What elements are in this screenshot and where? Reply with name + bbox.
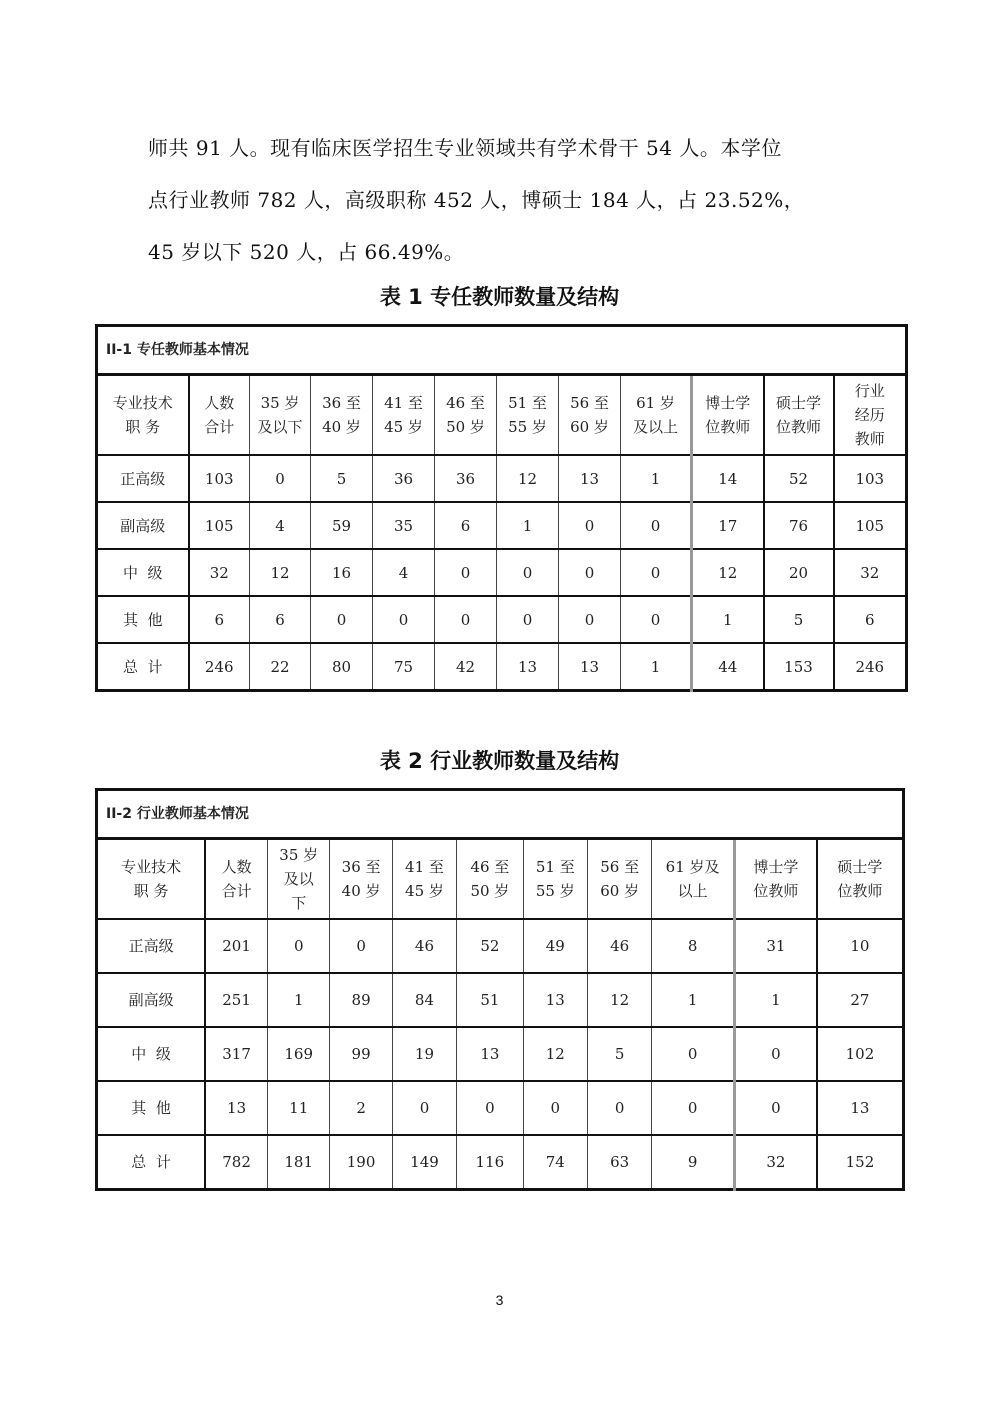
- table-cell: 6: [189, 596, 250, 643]
- table-cell: 0: [734, 1027, 817, 1081]
- table-cell: 0: [523, 1081, 587, 1135]
- table-cell: 0: [373, 596, 435, 643]
- table-cell: 5: [311, 455, 373, 502]
- column-header: 35 岁 及以 下: [268, 839, 330, 920]
- column-header: 人数 合计: [189, 375, 250, 456]
- table-cell: 63: [587, 1135, 651, 1190]
- table-cell: 11: [268, 1081, 330, 1135]
- table-cell: 0: [457, 1081, 523, 1135]
- table-cell: 9: [652, 1135, 735, 1190]
- table-caption-row: [97, 790, 904, 839]
- table-cell: 6: [834, 596, 907, 643]
- table-cell: 1: [621, 643, 692, 691]
- table-cell: 1: [652, 973, 735, 1027]
- column-header: 61 岁 及以上: [621, 375, 692, 456]
- table-cell: 32: [189, 549, 250, 596]
- column-header: 41 至 45 岁: [373, 375, 435, 456]
- table-cell: 0: [250, 455, 311, 502]
- table-cell: 27: [817, 973, 904, 1027]
- table-row: [97, 919, 904, 973]
- table-cell: 6: [435, 502, 497, 549]
- table-cell: 17: [692, 502, 764, 549]
- table-cell: 13: [817, 1081, 904, 1135]
- table-cell: 0: [621, 502, 692, 549]
- table-cell: 190: [330, 1135, 392, 1190]
- table-cell: 44: [692, 643, 764, 691]
- table-cell: 0: [435, 596, 497, 643]
- table-cell: 59: [311, 502, 373, 549]
- row-label: 总 计: [97, 1135, 206, 1190]
- table-cell: 99: [330, 1027, 392, 1081]
- table-header-row: [97, 375, 907, 456]
- table-cell: 0: [559, 549, 621, 596]
- table-cell: 5: [764, 596, 834, 643]
- table-cell: 102: [817, 1027, 904, 1081]
- row-label: 其 他: [97, 596, 189, 643]
- table-cell: 0: [621, 596, 692, 643]
- paragraph-line: 师共 91 人。现有临床医学招生专业领域共有学术骨干 54 人。本学位: [148, 136, 782, 160]
- table-cell: 0: [652, 1081, 735, 1135]
- table-cell: 153: [764, 643, 834, 691]
- table-row: [97, 1081, 904, 1135]
- column-header: 博士学 位教师: [692, 375, 764, 456]
- table-cell: 152: [817, 1135, 904, 1190]
- column-header: 专业技术 职 务: [97, 375, 189, 456]
- row-label: 其 他: [97, 1081, 206, 1135]
- table-cell: 1: [497, 502, 559, 549]
- table-cell: 201: [205, 919, 267, 973]
- table-row: [97, 596, 907, 643]
- body-paragraph: [148, 122, 868, 278]
- column-header: 61 岁及 以上: [652, 839, 735, 920]
- table-cell: 0: [497, 549, 559, 596]
- column-header: 35 岁 及以下: [250, 375, 311, 456]
- column-header: 人数 合计: [205, 839, 267, 920]
- column-header: 行业 经历 教师: [834, 375, 907, 456]
- table-cell: 14: [692, 455, 764, 502]
- table-cell: 0: [268, 919, 330, 973]
- table-cell: 116: [457, 1135, 523, 1190]
- paragraph-line: 45 岁以下 520 人，占 66.49%。: [148, 240, 465, 264]
- table-cell: 13: [205, 1081, 267, 1135]
- table-caption: II-2 行业教师基本情况: [97, 790, 904, 839]
- table-row: [97, 1135, 904, 1190]
- table-cell: 782: [205, 1135, 267, 1190]
- table-cell: 0: [559, 502, 621, 549]
- row-label: 副高级: [97, 502, 189, 549]
- table-cell: 251: [205, 973, 267, 1027]
- row-label: 正高级: [97, 919, 206, 973]
- column-header: 硕士学 位教师: [764, 375, 834, 456]
- table-cell: 10: [817, 919, 904, 973]
- row-label: 中 级: [97, 549, 189, 596]
- table-cell: 1: [692, 596, 764, 643]
- table-cell: 246: [834, 643, 907, 691]
- table-cell: 49: [523, 919, 587, 973]
- table-cell: 4: [250, 502, 311, 549]
- table-cell: 13: [559, 455, 621, 502]
- table-cell: 13: [559, 643, 621, 691]
- table2: [95, 788, 905, 1191]
- table-cell: 0: [392, 1081, 456, 1135]
- row-label: 总 计: [97, 643, 189, 691]
- table-cell: 13: [497, 643, 559, 691]
- table-cell: 0: [330, 919, 392, 973]
- column-header: 硕士学 位教师: [817, 839, 904, 920]
- table-cell: 35: [373, 502, 435, 549]
- column-header: 56 至 60 岁: [559, 375, 621, 456]
- table-cell: 31: [734, 919, 817, 973]
- table-row: [97, 1027, 904, 1081]
- table-row: [97, 973, 904, 1027]
- table-cell: 52: [764, 455, 834, 502]
- column-header: 41 至 45 岁: [392, 839, 456, 920]
- column-header: 56 至 60 岁: [587, 839, 651, 920]
- table-cell: 1: [621, 455, 692, 502]
- table-cell: 103: [834, 455, 907, 502]
- table-caption-row: [97, 326, 907, 375]
- table-cell: 1: [734, 973, 817, 1027]
- table-cell: 5: [587, 1027, 651, 1081]
- table-cell: 22: [250, 643, 311, 691]
- table-cell: 42: [435, 643, 497, 691]
- table-cell: 105: [834, 502, 907, 549]
- table-cell: 13: [523, 973, 587, 1027]
- table-cell: 16: [311, 549, 373, 596]
- table-cell: 32: [734, 1135, 817, 1190]
- table-cell: 36: [435, 455, 497, 502]
- table-cell: 6: [250, 596, 311, 643]
- column-header: 36 至 40 岁: [330, 839, 392, 920]
- table-row: [97, 643, 907, 691]
- table-row: [97, 455, 907, 502]
- table-cell: 89: [330, 973, 392, 1027]
- table-cell: 51: [457, 973, 523, 1027]
- table-cell: 32: [834, 549, 907, 596]
- column-header: 46 至 50 岁: [457, 839, 523, 920]
- table-cell: 12: [692, 549, 764, 596]
- table-cell: 0: [734, 1081, 817, 1135]
- table-cell: 20: [764, 549, 834, 596]
- table-cell: 84: [392, 973, 456, 1027]
- table-cell: 13: [457, 1027, 523, 1081]
- table-cell: 4: [373, 549, 435, 596]
- table-cell: 181: [268, 1135, 330, 1190]
- table1-title: 表 1 专任教师数量及结构: [379, 285, 620, 309]
- table-cell: 149: [392, 1135, 456, 1190]
- table-cell: 12: [250, 549, 311, 596]
- table-cell: 0: [621, 549, 692, 596]
- column-header: 专业技术 职 务: [97, 839, 206, 920]
- paragraph-line: 点行业教师 782 人，高级职称 452 人，博硕士 184 人，占 23.52%，: [148, 188, 805, 212]
- table-cell: 0: [497, 596, 559, 643]
- column-header: 51 至 55 岁: [497, 375, 559, 456]
- table-cell: 0: [652, 1027, 735, 1081]
- table-cell: 0: [311, 596, 373, 643]
- table-cell: 169: [268, 1027, 330, 1081]
- table1: [95, 324, 908, 692]
- table-caption: II-1 专任教师基本情况: [97, 326, 907, 375]
- row-label: 正高级: [97, 455, 189, 502]
- table-cell: 12: [587, 973, 651, 1027]
- column-header: 46 至 50 岁: [435, 375, 497, 456]
- table-cell: 317: [205, 1027, 267, 1081]
- table-cell: 2: [330, 1081, 392, 1135]
- table-cell: 46: [392, 919, 456, 973]
- table-cell: 8: [652, 919, 735, 973]
- table-row: [97, 549, 907, 596]
- table-cell: 0: [559, 596, 621, 643]
- table-row: [97, 502, 907, 549]
- table-cell: 1: [268, 973, 330, 1027]
- table-cell: 0: [435, 549, 497, 596]
- table-cell: 105: [189, 502, 250, 549]
- table-cell: 12: [523, 1027, 587, 1081]
- column-header: 36 至 40 岁: [311, 375, 373, 456]
- table-cell: 76: [764, 502, 834, 549]
- table-cell: 46: [587, 919, 651, 973]
- table-header-row: [97, 839, 904, 920]
- table-cell: 75: [373, 643, 435, 691]
- table-cell: 103: [189, 455, 250, 502]
- table-cell: 12: [497, 455, 559, 502]
- table-cell: 246: [189, 643, 250, 691]
- row-label: 中 级: [97, 1027, 206, 1081]
- column-header: 博士学 位教师: [734, 839, 817, 920]
- table-cell: 52: [457, 919, 523, 973]
- page-number: 3: [495, 1292, 504, 1308]
- table-cell: 80: [311, 643, 373, 691]
- table-cell: 74: [523, 1135, 587, 1190]
- table-cell: 36: [373, 455, 435, 502]
- column-header: 51 至 55 岁: [523, 839, 587, 920]
- table-cell: 0: [587, 1081, 651, 1135]
- table2-title: 表 2 行业教师数量及结构: [379, 749, 620, 773]
- table-cell: 19: [392, 1027, 456, 1081]
- row-label: 副高级: [97, 973, 206, 1027]
